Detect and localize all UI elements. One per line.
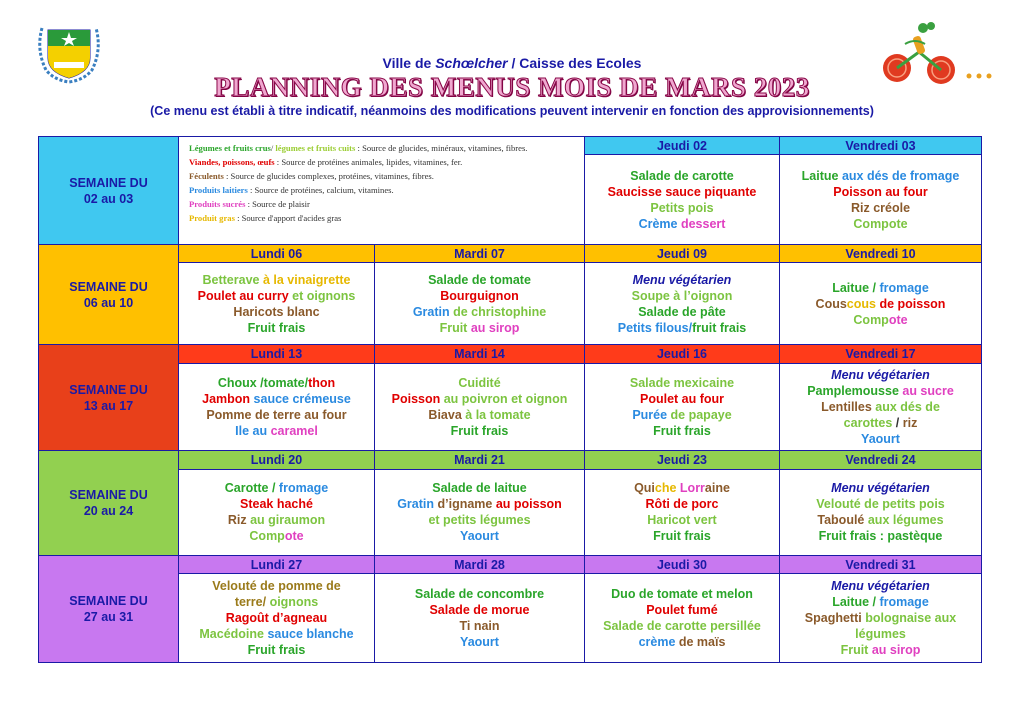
menu-line — [585, 586, 779, 602]
week-label — [39, 345, 179, 451]
menu-item-text: Bourguignon — [440, 288, 519, 303]
legend-text: : Source de protéines animales, lipides, vitamines, fer. — [274, 157, 463, 167]
menu-item-text: Haricot vert — [647, 513, 717, 528]
menu-line — [585, 528, 779, 544]
day-menu — [375, 574, 585, 663]
menu-item-text: dessert — [680, 216, 726, 231]
city-name: Schœlcher — [435, 55, 508, 71]
menu-row — [39, 574, 982, 663]
menu-item-text: Lentilles — [821, 400, 876, 415]
menu-item-text: bolognaise aux — [865, 611, 957, 626]
menu-item-text: / — [892, 416, 903, 431]
legend-text: : Source de protéines, calcium, vitamines. — [247, 185, 394, 195]
menu-line — [780, 626, 981, 642]
menu-line — [780, 496, 981, 512]
week-label-line: 02 au 03 — [83, 191, 134, 206]
day-header: Mardi 21 — [375, 451, 585, 469]
menu-item-text: Riz — [227, 513, 251, 528]
menu-item-text: Laitue — [801, 168, 842, 183]
menu-item-text: Duo de tomate et melon — [611, 587, 753, 602]
menu-line — [585, 496, 779, 512]
day-header: Jeudi 02 — [585, 137, 780, 155]
day-menu — [585, 363, 780, 450]
menu-line — [179, 304, 374, 320]
day-menu — [375, 363, 585, 450]
menu-item-text: au sucre — [902, 384, 954, 399]
menu-line — [780, 528, 981, 544]
legend-text: : Source de glucides complexes, protéines, vitamines, fibres. — [223, 171, 434, 181]
legend-key: Légumes et fruits crus — [189, 143, 271, 153]
menu-item-text: fromage — [879, 280, 929, 295]
menu-item-text: Ragoût d’agneau — [225, 611, 328, 626]
nutrition-legend — [179, 137, 585, 245]
menu-line — [179, 391, 374, 407]
menu-item-text: Jambon — [202, 392, 254, 407]
day-header: Vendredi 31 — [780, 556, 982, 574]
menu-item-text: carottes — [843, 416, 893, 431]
menu-item-text: oignons — [269, 595, 319, 610]
menu-line — [585, 168, 779, 184]
menu-line — [375, 586, 584, 602]
menu-item-text: Velouté de petits pois — [816, 497, 945, 512]
menu-item-text: Menu végétarien — [831, 579, 930, 594]
day-header: Lundi 27 — [179, 556, 375, 574]
menu-line — [375, 320, 584, 336]
menu-line — [585, 423, 779, 439]
legend-line — [189, 197, 584, 211]
menu-line — [780, 367, 981, 383]
legend-key: Féculents — [189, 171, 224, 181]
day-header-row — [39, 451, 982, 469]
legend-line — [189, 211, 584, 225]
day-menu — [780, 263, 982, 345]
menu-item-text: Gratin — [397, 497, 438, 512]
day-menu — [375, 263, 585, 345]
menu-item-text: Poisson — [391, 392, 444, 407]
day-menu — [179, 263, 375, 345]
menu-row — [39, 363, 982, 450]
menu-row — [39, 263, 982, 345]
legend-line — [189, 183, 584, 197]
menu-item-text: riz — [902, 416, 918, 431]
menu-line — [780, 431, 981, 447]
menu-item-text: Qui — [634, 481, 655, 496]
page-subtitle: (Ce menu est établi à titre indicatif, néanmoins des modifications peuvent intervenir en fonction des approvisionnements) — [150, 104, 874, 118]
menu-line — [780, 216, 981, 232]
menu-line — [375, 272, 584, 288]
menu-line — [375, 304, 584, 320]
menu-line — [375, 634, 584, 650]
menu-item-text: fruit frais — [692, 320, 747, 335]
menu-line — [179, 610, 374, 626]
menu-line — [585, 216, 779, 232]
menu-line — [780, 594, 981, 610]
menu-item-text: Pamplemousse — [807, 384, 903, 399]
menu-item-text: Taboulé — [817, 513, 868, 528]
menu-item-text: ote — [284, 529, 304, 544]
menu-item-text: Fruit — [439, 320, 471, 335]
day-menu — [179, 469, 375, 555]
day-menu — [585, 469, 780, 555]
day-menu — [179, 363, 375, 450]
menu-item-text: Fruit frais — [247, 320, 306, 335]
menu-item-text: Soupe à l’oignon — [631, 288, 733, 303]
week-label-line: 20 au 24 — [83, 504, 134, 519]
legend-line — [189, 169, 584, 183]
day-header: Mardi 07 — [375, 245, 585, 263]
menu-item-text: Poulet fumé — [646, 603, 718, 618]
menu-row — [39, 469, 982, 555]
menu-item-text: Salade de pâte — [638, 304, 726, 319]
menu-line — [585, 200, 779, 216]
menu-item-text: Cous — [815, 296, 847, 311]
menu-line — [780, 184, 981, 200]
menu-line — [375, 288, 584, 304]
week-label-line: SEMAINE DU — [69, 382, 148, 397]
menu-item-text: à la vinaigrette — [262, 272, 351, 287]
menu-item-text: Choux / — [217, 376, 264, 391]
menu-line — [179, 512, 374, 528]
legend-key: Viandes, poissons, œufs — [189, 157, 275, 167]
menu-line — [585, 375, 779, 391]
legend-key: Produits laitiers — [189, 185, 248, 195]
menu-line — [780, 383, 981, 399]
menu-item-text: Fruit frais — [247, 643, 306, 658]
menu-item-text: Yaourt — [460, 635, 499, 650]
menu-item-text: tomate/ — [263, 376, 309, 391]
day-menu — [585, 574, 780, 663]
menu-item-text: Ile au — [235, 424, 271, 439]
menu-item-text: Cuidité — [458, 376, 501, 391]
menu-item-text: Saucisse sauce piquante — [607, 184, 757, 199]
week-label — [39, 245, 179, 345]
menu-line — [179, 272, 374, 288]
day-header: Jeudi 09 — [585, 245, 780, 263]
menu-item-text: fromage — [879, 595, 929, 610]
day-header-row — [39, 245, 982, 263]
menu-item-text: cous — [846, 296, 880, 311]
menu-line — [780, 200, 981, 216]
menu-line — [585, 407, 779, 423]
menu-item-text: Fruit frais — [450, 424, 509, 439]
menu-table — [38, 136, 982, 663]
menu-item-text: Poulet au curry — [197, 288, 293, 303]
menu-item-text: de maïs — [678, 635, 726, 650]
menu-line — [179, 407, 374, 423]
menu-line — [375, 407, 584, 423]
menu-line — [375, 512, 584, 528]
day-header-row — [39, 556, 982, 574]
week-label-line: SEMAINE DU — [69, 594, 148, 609]
menu-line — [179, 320, 374, 336]
week-label — [39, 451, 179, 556]
legend-text: : Source de glucides, minéraux, vitamines, fibres. — [355, 143, 528, 153]
week-label-line: SEMAINE DU — [69, 488, 148, 503]
week-label — [39, 556, 179, 663]
menu-item-text: Compote — [853, 216, 908, 231]
menu-item-text: Menu végétarien — [632, 272, 732, 287]
week-label-line: SEMAINE DU — [69, 175, 148, 190]
menu-item-text: Petits pois — [650, 200, 714, 215]
day-header: Mardi 14 — [375, 345, 585, 363]
menu-item-text: Fruit frais — [653, 529, 711, 544]
menu-item-text: Salade mexicaine — [629, 376, 735, 391]
menu-line — [179, 594, 374, 610]
menu-item-text: ote — [888, 312, 908, 327]
menu-item-text: Yaourt — [861, 432, 900, 447]
menu-line — [585, 512, 779, 528]
menu-line — [375, 528, 584, 544]
day-header: Jeudi 23 — [585, 451, 780, 469]
day-header: Vendredi 03 — [780, 137, 982, 155]
week-label-line: 13 au 17 — [83, 398, 134, 413]
menu-line — [585, 391, 779, 407]
menu-item-text: terre/ — [234, 595, 270, 610]
menu-line — [585, 184, 779, 200]
menu-item-text: Velouté de pomme de — [212, 579, 341, 594]
week-label-line: 27 au 31 — [83, 610, 134, 625]
menu-item-text: Salade de concombre — [414, 587, 545, 602]
menu-item-text: Salade de tomate — [428, 272, 531, 287]
menu-item-text: Poulet au four — [639, 392, 725, 407]
menu-item-text: Laitue / — [832, 595, 880, 610]
menu-item-text: Comp — [249, 529, 285, 544]
day-menu — [375, 469, 585, 555]
menu-line — [179, 480, 374, 496]
menu-item-text: Menu végétarien — [831, 481, 930, 496]
menu-item-text: Rôti de porc — [645, 497, 719, 512]
legend-text: / — [270, 143, 276, 153]
legend-key: légumes et fruits cuits — [275, 143, 356, 153]
menu-line — [780, 512, 981, 528]
legend-key: Produits sucrés — [189, 199, 246, 209]
menu-line — [179, 288, 374, 304]
legend-key: Produit gras — [189, 213, 235, 223]
menu-line — [375, 391, 584, 407]
day-menu — [179, 574, 375, 663]
day-header-row — [39, 137, 982, 155]
menu-item-text: aux dés de fromage — [841, 168, 960, 183]
menu-item-text: sauce blanche — [267, 627, 354, 642]
menu-item-text: d’igname — [437, 497, 496, 512]
week-label — [39, 137, 179, 245]
menu-item-text: Salade de carotte persillée — [603, 619, 761, 634]
menu-item-text: crème — [638, 635, 679, 650]
menu-item-text: Menu végétarien — [831, 368, 930, 383]
menu-line — [179, 578, 374, 594]
menu-item-text: Petits filous/ — [617, 320, 693, 335]
menu-item-text: Biava — [428, 408, 466, 423]
menu-line — [780, 610, 981, 626]
day-menu — [780, 363, 982, 450]
menu-item-text: Salade de carotte — [630, 168, 734, 183]
day-header-row — [39, 345, 982, 363]
menu-line — [780, 168, 981, 184]
menu-line — [780, 415, 981, 431]
menu-line — [375, 480, 584, 496]
menu-item-text: Yaourt — [460, 529, 499, 544]
menu-line — [585, 304, 779, 320]
legend-text: : Source d'apport d'acides gras — [234, 213, 342, 223]
menu-line — [179, 496, 374, 512]
menu-line — [585, 288, 779, 304]
menu-line — [585, 602, 779, 618]
menu-item-text: Carotte / — [224, 481, 279, 496]
menu-item-text: sauce crémeuse — [253, 392, 351, 407]
menu-line — [780, 280, 981, 296]
menu-line — [585, 272, 779, 288]
menu-line — [585, 320, 779, 336]
menu-item-text: Fruit frais — [653, 424, 711, 439]
menu-item-text: Laitue / — [832, 280, 880, 295]
menu-line — [780, 480, 981, 496]
legend-text: : Source de plaisir — [245, 199, 310, 209]
menu-item-text: de papaye — [670, 408, 732, 423]
menu-item-text: Fruit — [840, 643, 872, 658]
day-menu — [585, 263, 780, 345]
menu-line — [780, 296, 981, 312]
day-header: Vendredi 24 — [780, 451, 982, 469]
menu-line — [179, 423, 374, 439]
menu-item-text: et oignons — [292, 288, 356, 303]
day-header: Jeudi 16 — [585, 345, 780, 363]
menu-line — [375, 618, 584, 634]
day-menu — [780, 574, 982, 663]
menu-item-text: de poisson — [879, 296, 946, 311]
day-menu — [780, 469, 982, 555]
menu-item-text: au sirop — [470, 320, 520, 335]
day-header: Lundi 13 — [179, 345, 375, 363]
menu-item-text: Crème — [638, 216, 681, 231]
menu-line — [780, 642, 981, 658]
menu-item-text: Betterave — [202, 272, 263, 287]
menu-item-text: aux dés de — [875, 400, 940, 415]
menu-item-text: au poisson — [495, 497, 562, 512]
menu-line — [585, 634, 779, 650]
menu-line — [179, 528, 374, 544]
menu-item-text: caramel — [270, 424, 318, 439]
menu-item-text: Spaghetti — [804, 611, 866, 626]
menu-line — [780, 578, 981, 594]
menu-item-text: aine — [704, 481, 730, 496]
menu-item-text: au giraumon — [250, 513, 326, 528]
week-label-line: SEMAINE DU — [69, 279, 148, 294]
menu-item-text: au sirop — [871, 643, 921, 658]
menu-item-text: à la tomate — [465, 408, 531, 423]
menu-item-text: Lorr — [679, 481, 705, 496]
menu-item-text: Purée — [632, 408, 671, 423]
menu-item-text: Fruit frais : pastèque — [818, 529, 943, 544]
menu-line — [375, 375, 584, 391]
menu-item-text: thon — [308, 376, 336, 391]
menu-line — [585, 480, 779, 496]
menu-item-text: Gratin — [412, 304, 454, 319]
menu-item-text: et petits légumes — [428, 513, 531, 528]
menu-item-text: Macédoine — [199, 627, 268, 642]
menu-item-text: Haricots blanc — [233, 304, 320, 319]
week-label-line: 06 au 10 — [83, 295, 134, 310]
city-header: Ville de Schœlcher / Caisse des Ecoles — [382, 55, 642, 71]
menu-item-text: au poivron et oignon — [443, 392, 568, 407]
menu-line — [780, 312, 981, 328]
menu-line — [780, 399, 981, 415]
menu-item-text: fromage — [278, 481, 329, 496]
menu-line — [375, 423, 584, 439]
legend-line — [189, 141, 584, 155]
day-header: Lundi 20 — [179, 451, 375, 469]
menu-item-text: Comp — [853, 312, 889, 327]
menu-item-text: Ti nain — [459, 619, 500, 634]
day-header: Lundi 06 — [179, 245, 375, 263]
day-header: Vendredi 10 — [780, 245, 982, 263]
menu-item-text: Pomme de terre au four — [206, 408, 347, 423]
menu-item-text: che — [654, 481, 680, 496]
menu-item-text: Steak haché — [240, 497, 313, 512]
legend-line — [189, 155, 584, 169]
menu-item-text: aux légumes — [867, 513, 944, 528]
day-header: Vendredi 17 — [780, 345, 982, 363]
menu-item-text: Poisson au four — [833, 184, 928, 199]
menu-line — [179, 375, 374, 391]
menu-line — [375, 602, 584, 618]
menu-item-text: Salade de laitue — [432, 481, 527, 496]
menu-line — [179, 626, 374, 642]
menu-line — [585, 618, 779, 634]
day-menu — [780, 155, 982, 245]
menu-item-text: de christophine — [453, 304, 547, 319]
menu-item-text: Riz créole — [850, 200, 911, 215]
menu-line — [375, 496, 584, 512]
menu-item-text: Salade de morue — [429, 603, 530, 618]
day-header: Jeudi 30 — [585, 556, 780, 574]
page-title: PLANNING DES MENUS MOIS DE MARS 2023 — [214, 72, 810, 102]
day-menu — [585, 155, 780, 245]
day-header: Mardi 28 — [375, 556, 585, 574]
menu-item-text: légumes — [855, 627, 906, 642]
menu-line — [179, 642, 374, 658]
